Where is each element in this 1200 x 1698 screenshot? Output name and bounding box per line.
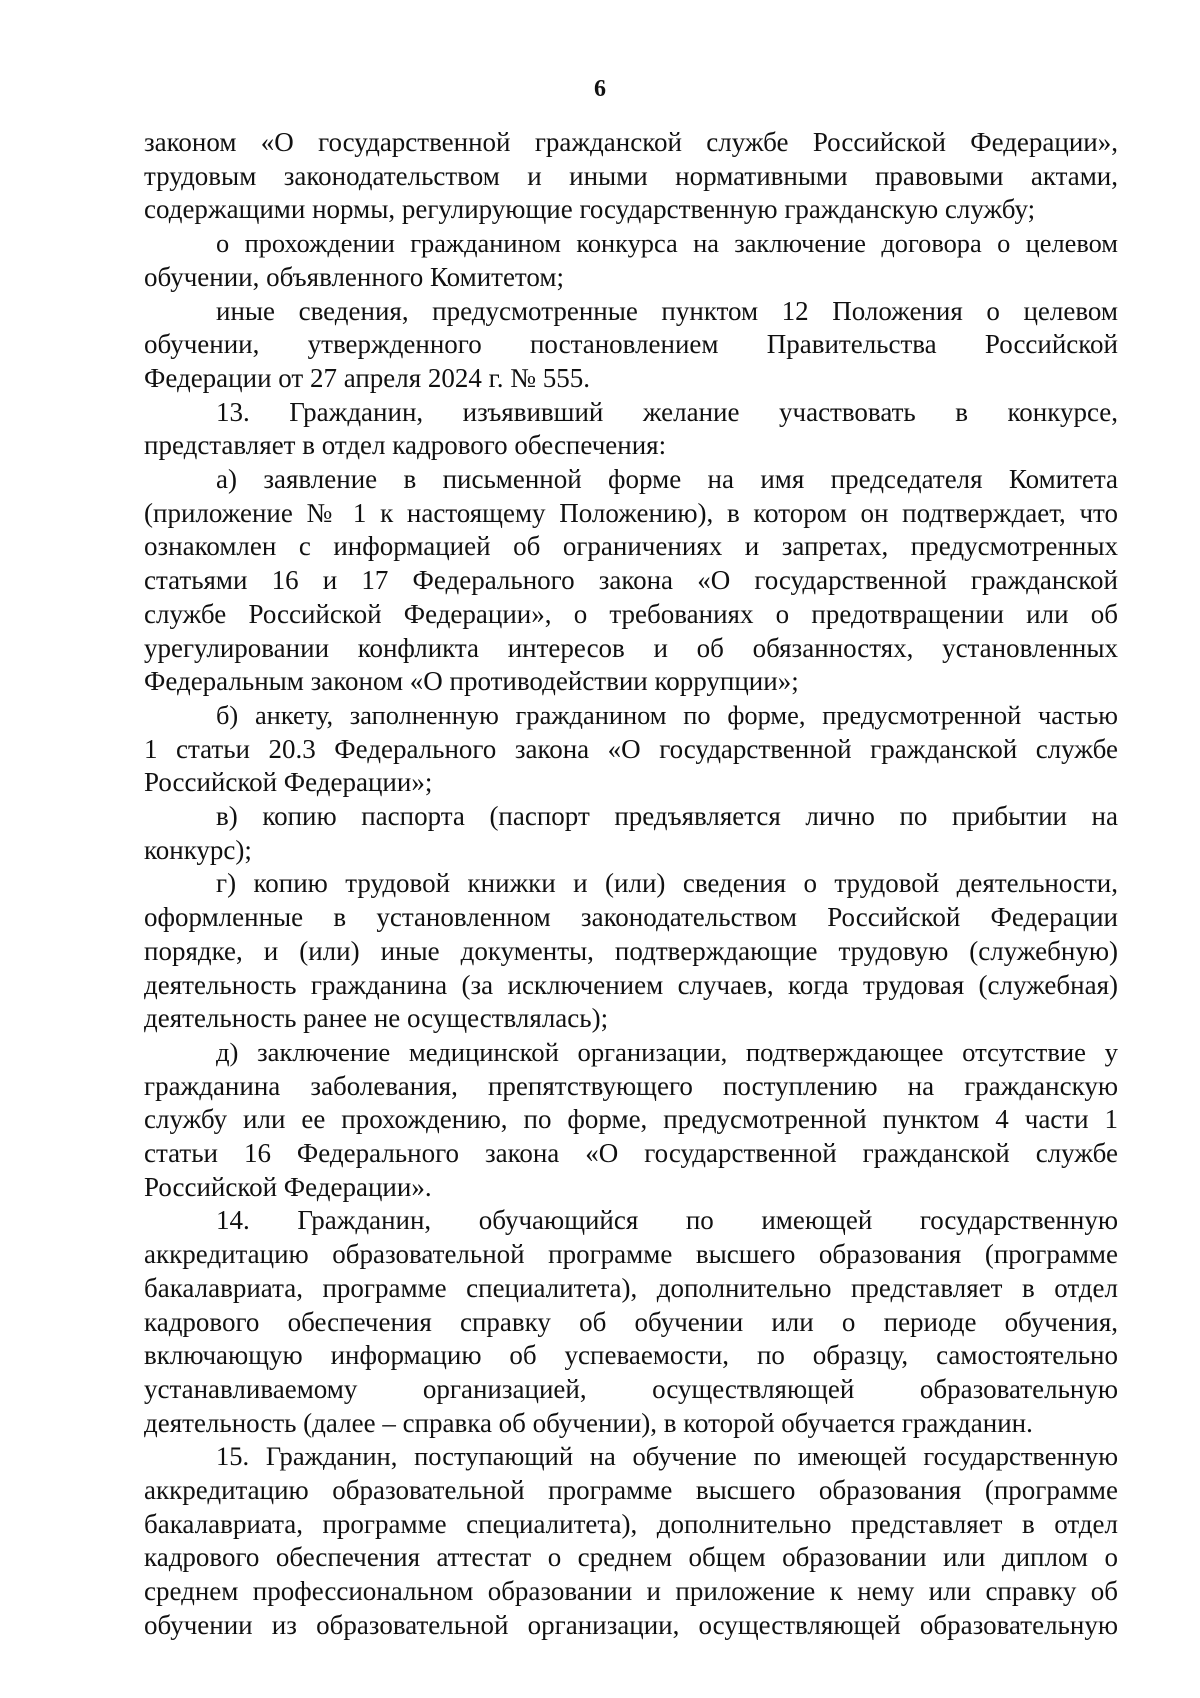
text-line: Российской Федерации». (144, 1171, 432, 1202)
text-line: д) заключение медицинской организации, подтверждающее отсутствие у (216, 1036, 1118, 1067)
text-line: оформленные в установленном законодательством Российской Федерации (144, 902, 1118, 933)
text-line: содержащими нормы, регулирующие государственную гражданскую службу; (144, 194, 1036, 225)
text-line: деятельность ранее не осуществлялась); (144, 1003, 609, 1034)
text-line: деятельность гражданина (за исключением случаев, когда трудовая (служебная) (144, 969, 1118, 1000)
text-line: включающую информацию об успеваемости, по образцу, самостоятельно (144, 1340, 1118, 1371)
text-line: аккредитацию образовательной программе высшего образования (программе (144, 1475, 1118, 1505)
text-line: деятельность (далее – справка об обучении), в которой обучается гражданин. (144, 1407, 1033, 1438)
text-line: б) анкету, заполненную гражданином по форме, предусмотренной частью (216, 699, 1118, 730)
text-line: г) копию трудовой книжки и (или) сведения о трудовой деятельности, (216, 868, 1118, 899)
text-line: урегулировании конфликта интересов и об обязанностях, установленных (144, 632, 1118, 663)
text-line: а) заявление в письменной форме на имя председателя Комитета (216, 464, 1118, 494)
text-line: иные сведения, предусмотренные пунктом 12 Положения о целевом (216, 295, 1118, 326)
text-line: устанавливаемому организацией, осуществляющей образовательную (144, 1373, 1118, 1404)
text-line: статьи 16 Федерального закона «О государственной гражданской службе (144, 1138, 1118, 1168)
text-line: бакалавриата, программе специалитета), дополнительно представляет в отдел (144, 1508, 1118, 1539)
text-line: трудовым законодательством и иными нормативными правовыми актами, (144, 160, 1118, 191)
text-line: кадрового обеспечения справку об обучении или о периоде обучения, (144, 1306, 1118, 1337)
text-line: в) копию паспорта (паспорт предъявляется лично по прибытии на (216, 801, 1118, 831)
text-line: кадрового обеспечения аттестат о среднем общем образовании или диплом о (144, 1542, 1118, 1573)
text-line: 1 статьи 20.3 Федерального закона «О государственной гражданской службе (144, 733, 1118, 764)
text-line: 14. Гражданин, обучающийся по имеющей государственную (216, 1205, 1118, 1236)
text-line: службе Российской Федерации», о требованиях о предотвращении или об (144, 598, 1118, 629)
text-line: статьями 16 и 17 Федерального закона «О государственной гражданской (144, 565, 1118, 596)
text-line: представляет в отдел кадрового обеспечения: (144, 430, 667, 461)
text-line: среднем профессиональном образовании и приложение к нему или справку об (144, 1576, 1118, 1607)
text-line: Российской Федерации»; (144, 767, 433, 798)
text-line: 15. Гражданин, поступающий на обучение по имеющей государственную (216, 1441, 1118, 1472)
page-number: 6 (594, 76, 606, 102)
text-line: порядке, и (или) иные документы, подтверждающие трудовую (служебную) (144, 935, 1118, 966)
text-line: гражданина заболевания, препятствующего поступлению на гражданскую (144, 1070, 1118, 1101)
text-line: аккредитацию образовательной программе высшего образования (программе (144, 1239, 1118, 1270)
text-line: обучении, утвержденного постановлением Правительства Российской (144, 329, 1118, 360)
text-line: (приложение № 1 к настоящему Положению), в котором он подтверждает, что (144, 497, 1118, 528)
text-line: законом «О государственной гражданской службе Российской Федерации», (144, 127, 1118, 157)
text-line: обучении из образовательной организации, осуществляющей образовательную (144, 1609, 1118, 1640)
text-line: Федерации от 27 апреля 2024 г. № 555. (144, 362, 590, 393)
text-line: бакалавриата, программе специалитета), дополнительно представляет в отдел (144, 1272, 1118, 1303)
text-line: о прохождении гражданином конкурса на заключение договора о целевом (216, 228, 1118, 259)
text-line: конкурс); (144, 834, 252, 865)
text-line: ознакомлен с информацией об ограничениях и запретах, предусмотренных (144, 531, 1118, 562)
text-line: Федеральным законом «О противодействии коррупции»; (144, 666, 799, 697)
text-line: 13. Гражданин, изъявивший желание участвовать в конкурсе, (216, 396, 1118, 427)
text-line: обучении, объявленного Комитетом; (144, 261, 564, 292)
text-line: службу или ее прохождению, по форме, предусмотренной пунктом 4 части 1 (144, 1104, 1118, 1135)
